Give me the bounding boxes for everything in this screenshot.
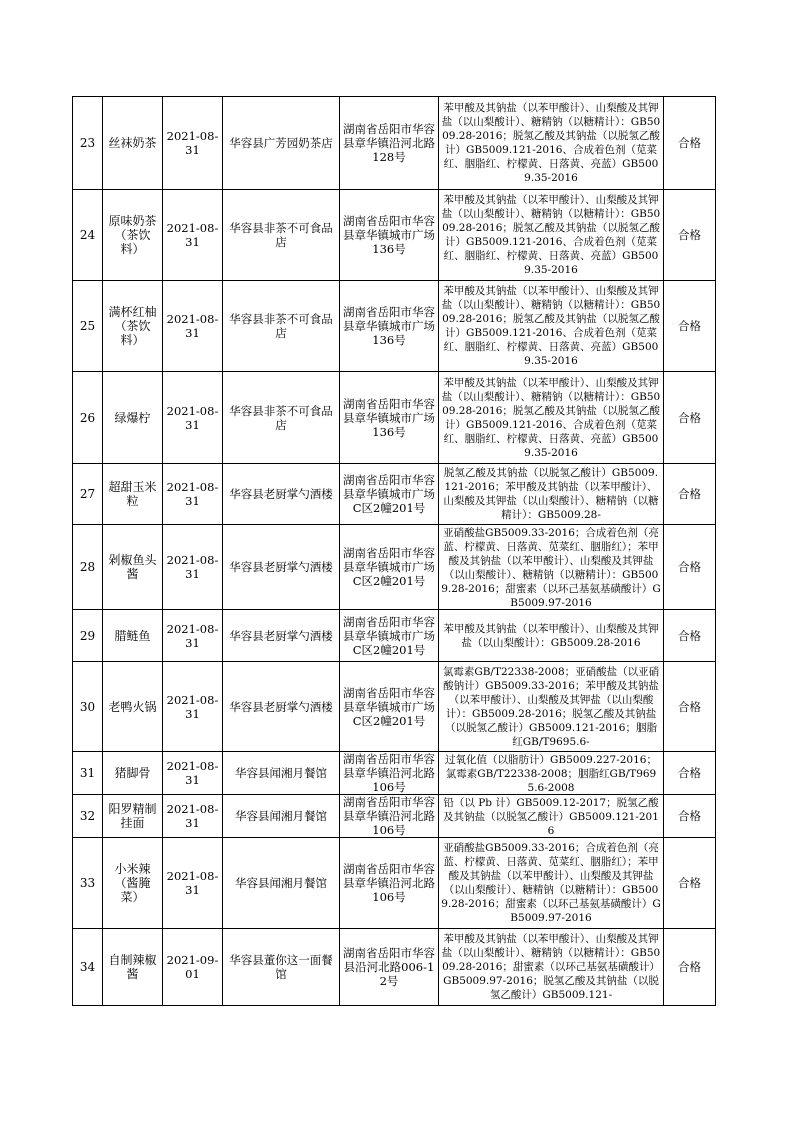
test-items-text: 脱氢乙酸及其钠盐（以脱氢乙酸计）GB5009.121-2016；苯甲酸及其钠盐（以苯甲酸计）、山梨酸及其钾盐（以山梨酸计）、糖精钠（以糖精计）：GB5009.28- [443, 467, 659, 521]
sampling-date: 2021-08-31 [163, 795, 223, 838]
test-result: 合格 [664, 372, 716, 464]
table-row [73, 525, 716, 610]
row-number: 29 [73, 610, 103, 662]
test-items-text: 苯甲酸及其钠盐（以苯甲酸计）、山梨酸及其钾盐（以山梨酸计）、糖精钠（以糖精计）：GB5009.28-2016；脱氢乙酸及其钠盐（以脱氢乙酸计）GB5009.121-2016、合成着色剂（苋菜红、胭脂红、柠檬黄、日落黄、亮蓝）GB5009.35-2016 [441, 285, 661, 367]
test-items-text: 苯甲酸及其钠盐（以苯甲酸计）、山梨酸及其钾盐（以山梨酸计）、糖精钠（以糖精计）：GB5009.28-2016；甜蜜素（以环己基氨基磺酸计）GB5009.97-2016；脱氢乙酸及其钠盐（以脱氢乙酸计）GB5009.121- [441, 933, 661, 1001]
sampling-date: 2021-08-31 [163, 752, 223, 795]
table-row [73, 372, 716, 464]
test-items [439, 372, 664, 464]
sampling-date: 2021-08-31 [163, 662, 223, 752]
sampling-date: 2021-09-01 [163, 929, 223, 1006]
unit-address: 湖南省岳阳市华容县章华镇沿河北路106号 [340, 838, 439, 929]
test-items [439, 795, 664, 838]
test-items-text: 苯甲酸及其钠盐（以苯甲酸计）、山梨酸及其钾盐（以山梨酸计）、糖精钠（以糖精计）：GB5009.28-2016；脱氢乙酸及其钠盐（以脱氢乙酸计）GB5009.121-2016、合成着色剂（苋菜红、胭脂红、柠檬黄、日落黄、亮蓝）GB5009.35-2016 [441, 194, 661, 276]
test-result: 合格 [664, 525, 716, 610]
unit-address: 湖南省岳阳市华容县章华镇城市广场136号 [340, 281, 439, 372]
test-items [439, 929, 664, 1006]
sampled-unit: 华容县闻湘月餐馆 [223, 838, 340, 929]
unit-address: 湖南省岳阳市华容县章华镇城市广场C区2幢201号 [340, 464, 439, 525]
unit-address: 湖南省岳阳市华容县章华镇沿河北路106号 [340, 752, 439, 795]
sample-name: 小米辣（酱腌菜） [103, 838, 163, 929]
sampling-date: 2021-08-31 [163, 97, 223, 190]
row-number: 24 [73, 190, 103, 281]
row-number: 23 [73, 97, 103, 190]
row-number: 32 [73, 795, 103, 838]
table-row [73, 752, 716, 795]
sampled-unit: 华容县广芳园奶茶店 [223, 97, 340, 190]
test-items [439, 281, 664, 372]
sampled-unit: 华容县非茶不可食品店 [223, 281, 340, 372]
sample-name: 腊鲢鱼 [103, 610, 163, 662]
row-number: 28 [73, 525, 103, 610]
unit-address: 湖南省岳阳市华容县章华镇城市广场136号 [340, 190, 439, 281]
test-items-text: 苯甲酸及其钠盐（以苯甲酸计）、山梨酸及其钾盐（以山梨酸计）、糖精钠（以糖精计）：GB5009.28-2016；脱氢乙酸及其钠盐（以脱氢乙酸计）GB5009.121-2016、合成着色剂（苋菜红、胭脂红、柠檬黄、日落黄、亮蓝）GB5009.35-2016 [441, 376, 661, 459]
table-row [73, 97, 716, 190]
test-items [439, 525, 664, 610]
table-row [73, 795, 716, 838]
sampling-date: 2021-08-31 [163, 281, 223, 372]
unit-address: 湖南省岳阳市华容县章华镇城市广场C区2幢201号 [340, 610, 439, 662]
sampled-unit: 华容县闻湘月餐馆 [223, 752, 340, 795]
unit-address: 湖南省岳阳市华容县章华镇沿河北路106号 [340, 795, 439, 838]
row-number: 34 [73, 929, 103, 1006]
test-result: 合格 [664, 281, 716, 372]
test-result: 合格 [664, 662, 716, 752]
sampled-unit: 华容县老厨掌勺酒楼 [223, 525, 340, 610]
test-items-text: 过氧化值（以脂肪计）GB5009.227-2016；氯霉素GB/T22338-2008；胭脂红GB/T9695.6-2008 [445, 753, 657, 794]
test-result: 合格 [664, 464, 716, 525]
sample-name: 阳罗精制挂面 [103, 795, 163, 838]
sampled-unit: 华容县非茶不可食品店 [223, 190, 340, 281]
test-result: 合格 [664, 752, 716, 795]
unit-address: 湖南省岳阳市华容县章华镇城市广场C区2幢201号 [340, 525, 439, 610]
test-items-text: 铅（以 Pb 计）GB5009.12-2017；脱氢乙酸及其钠盐（以脱氢乙酸计）GB5009.121-2016 [443, 796, 659, 837]
table-row [73, 281, 716, 372]
row-number: 33 [73, 838, 103, 929]
row-number: 27 [73, 464, 103, 525]
test-result: 合格 [664, 97, 716, 190]
unit-address: 湖南省岳阳市华容县章华镇沿河北路128号 [340, 97, 439, 190]
sample-name: 超甜玉米粒 [103, 464, 163, 525]
sampled-unit: 华容县非茶不可食品店 [223, 372, 340, 464]
test-items [439, 662, 664, 752]
test-result: 合格 [664, 795, 716, 838]
sampling-date: 2021-08-31 [163, 838, 223, 929]
test-items-text: 亚硝酸盐GB5009.33-2016；合成着色剂（亮蓝、柠檬黄、日落黄、苋菜红、胭脂红）；苯甲酸及其钠盐（以苯甲酸计）、山梨酸及其钾盐（以山梨酸计）、糖精钠（以糖精计）：GB5009.28-2016；甜蜜素（以环己基氨基磺酸计）GB5009.97-2016 [441, 842, 661, 924]
test-items [439, 610, 664, 662]
test-result: 合格 [664, 838, 716, 929]
test-result: 合格 [664, 190, 716, 281]
test-items-text: 苯甲酸及其钠盐（以苯甲酸计）、山梨酸及其钾盐（以山梨酸计）：GB5009.28-2016 [443, 622, 659, 649]
test-items [439, 97, 664, 190]
row-number: 26 [73, 372, 103, 464]
table-row [73, 190, 716, 281]
test-items [439, 464, 664, 525]
sampled-unit: 华容县董你这一面餐馆 [223, 929, 340, 1006]
sample-name: 原味奶茶（茶饮料） [103, 190, 163, 281]
table-row [73, 464, 716, 525]
test-items-text: 苯甲酸及其钠盐（以苯甲酸计）、山梨酸及其钾盐（以山梨酸计）、糖精钠（以糖精计）：GB5009.28-2016；脱氢乙酸及其钠盐（以脱氢乙酸计）GB5009.121-2016、合成着色剂（苋菜红、胭脂红、柠檬黄、日落黄、亮蓝）GB5009.35-2016 [441, 102, 661, 184]
sampled-unit: 华容县老厨掌勺酒楼 [223, 662, 340, 752]
table-row [73, 662, 716, 752]
sampling-date: 2021-08-31 [163, 190, 223, 281]
test-items [439, 752, 664, 795]
row-number: 25 [73, 281, 103, 372]
test-result: 合格 [664, 929, 716, 1006]
unit-address: 湖南省岳阳市华容县章华镇城市广场136号 [340, 372, 439, 464]
sample-name: 丝袜奶茶 [103, 97, 163, 190]
sample-name: 老鸭火锅 [103, 662, 163, 752]
unit-address: 湖南省岳阳市华容县章华镇城市广场C区2幢201号 [340, 662, 439, 752]
table-row [73, 610, 716, 662]
sampling-date: 2021-08-31 [163, 610, 223, 662]
row-number: 31 [73, 752, 103, 795]
sample-name: 满杯红柚（茶饮料） [103, 281, 163, 372]
table-row [73, 929, 716, 1006]
sampled-unit: 华容县老厨掌勺酒楼 [223, 610, 340, 662]
test-items [439, 838, 664, 929]
sampled-unit: 华容县闻湘月餐馆 [223, 795, 340, 838]
table-row [73, 838, 716, 929]
sample-name: 猪脚骨 [103, 752, 163, 795]
unit-address: 湖南省岳阳市华容县沿河北路006-12号 [340, 929, 439, 1006]
test-items [439, 190, 664, 281]
sampled-unit: 华容县老厨掌勺酒楼 [223, 464, 340, 525]
row-number: 30 [73, 662, 103, 752]
test-items-text: 亚硝酸盐GB5009.33-2016；合成着色剂（亮蓝、柠檬黄、日落黄、苋菜红、胭脂红）；苯甲酸及其钠盐（以苯甲酸计）、山梨酸及其钾盐（以山梨酸计）、糖精钠（以糖精计）：GB5009.28-2016；甜蜜素（以环己基氨基磺酸计）GB5009.97-2016 [441, 526, 661, 609]
test-items-text: 氯霉素GB/T22338-2008；亚硝酸盐（以亚硝酸钠计）GB5009.33-2016；苯甲酸及其钠盐（以苯甲酸计）、山梨酸及其钾盐（以山梨酸计）：GB5009.28-2016；脱氢乙酸及其钠盐（以脱氢乙酸计）GB5009.121-2016；胭脂红GB/T9695.6- [442, 665, 660, 748]
results-table [72, 96, 716, 1006]
test-result: 合格 [664, 610, 716, 662]
sampling-date: 2021-08-31 [163, 372, 223, 464]
sample-name: 自制辣椒酱 [103, 929, 163, 1006]
sampling-date: 2021-08-31 [163, 525, 223, 610]
sample-name: 剁椒鱼头酱 [103, 525, 163, 610]
sample-name: 绿爆柠 [103, 372, 163, 464]
sampling-date: 2021-08-31 [163, 464, 223, 525]
